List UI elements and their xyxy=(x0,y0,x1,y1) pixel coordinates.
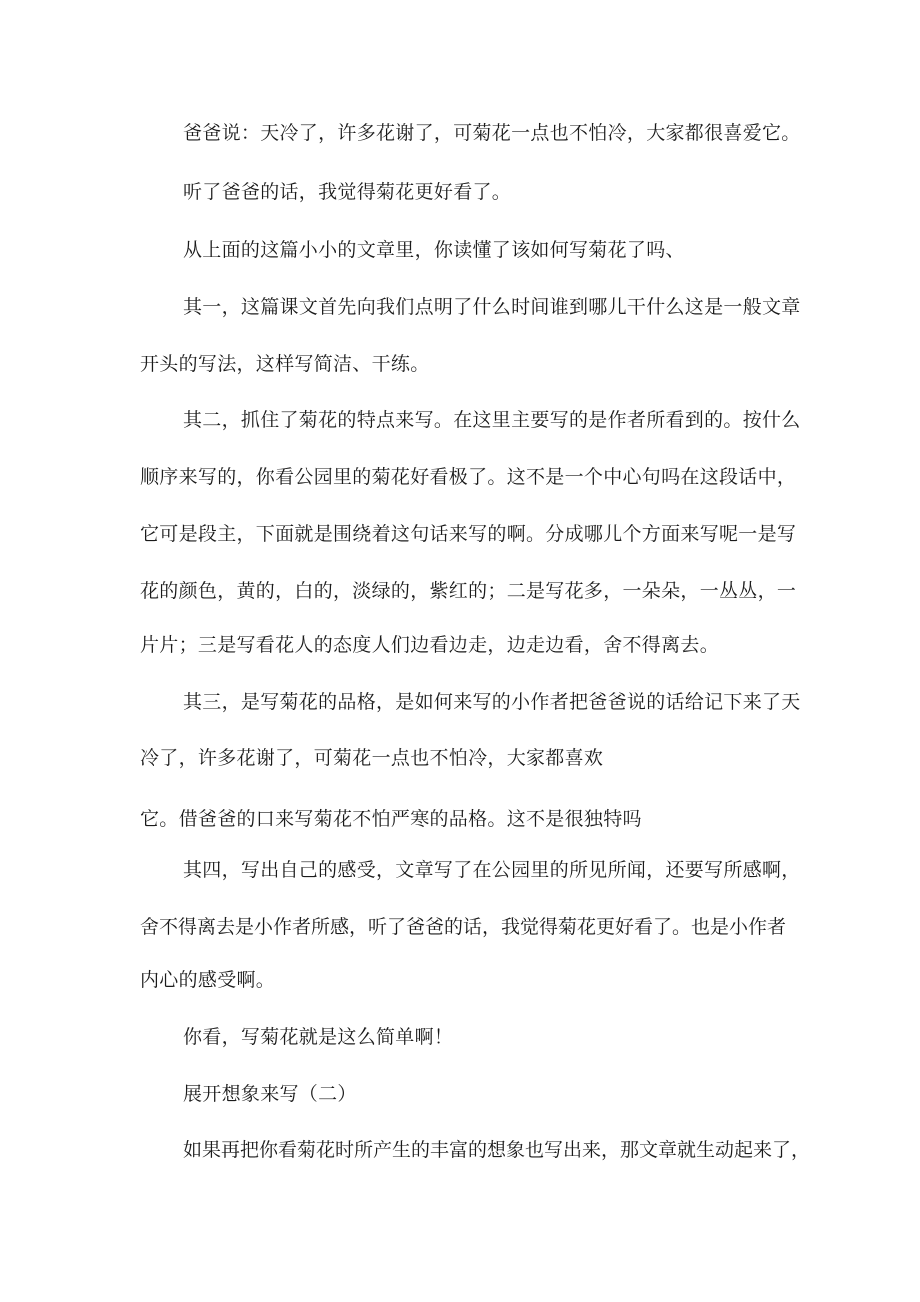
paragraph-line: 其二，抓住了菊花的特点来写。在这里主要写的是作者所看到的。按什么 xyxy=(183,409,801,431)
paragraph-line: 冷了，许多花谢了，可菊花一点也不怕冷，大家都喜欢 xyxy=(140,747,604,769)
paragraph-line: 内心的感受啊。 xyxy=(140,969,276,991)
paragraph-line: 花的颜色，黄的，白的，淡绿的，紫红的；二是写花多，一朵朵，一丛丛，一 xyxy=(140,580,797,602)
paragraph-line: 它可是段主，下面就是围绕着这句话来写的啊。分成哪儿个方面来写呢一是写 xyxy=(140,523,797,545)
paragraph-line: 如果再把你看菊花时所产生的丰富的想象也写出来，那文章就生动起来了， xyxy=(183,1139,811,1161)
paragraph-line: 你看，写菊花就是这么简单啊！ xyxy=(183,1026,454,1048)
paragraph-line: 片片；三是写看花人的态度人们边看边走，边走边看，舍不得离去。 xyxy=(140,634,720,656)
paragraph-line: 其一，这篇课文首先向我们点明了什么时间谁到哪儿干什么这是一般文章 xyxy=(183,296,801,318)
paragraph-line: 其三，是写菊花的品格，是如何来写的小作者把爸爸说的话给记下来了天 xyxy=(183,691,801,713)
paragraph-line: 听了爸爸的话，我觉得菊花更好看了。 xyxy=(183,181,512,203)
section-heading: 展开想象来写（二） xyxy=(183,1083,357,1105)
paragraph-line: 顺序来写的，你看公园里的菊花好看极了。这不是一个中心句吗在这段话中， xyxy=(140,466,797,488)
paragraph-line: 其四，写出自己的感受，文章写了在公园里的所见所闻，还要写所感啊， xyxy=(183,859,801,881)
paragraph-line: 开头的写法，这样写简洁、干练。 xyxy=(140,353,430,375)
paragraph-line: 它。借爸爸的口来写菊花不怕严寒的品格。这不是很独特吗 xyxy=(140,808,642,830)
paragraph-line: 爸爸说：天冷了，许多花谢了，可菊花一点也不怕冷，大家都很喜爱它。 xyxy=(183,122,801,144)
paragraph-line: 舍不得离去是小作者所感，听了爸爸的话，我觉得菊花更好看了。也是小作者 xyxy=(140,916,787,938)
paragraph-line: 从上面的这篇小小的文章里，你读懂了该如何写菊花了吗、 xyxy=(183,239,685,261)
